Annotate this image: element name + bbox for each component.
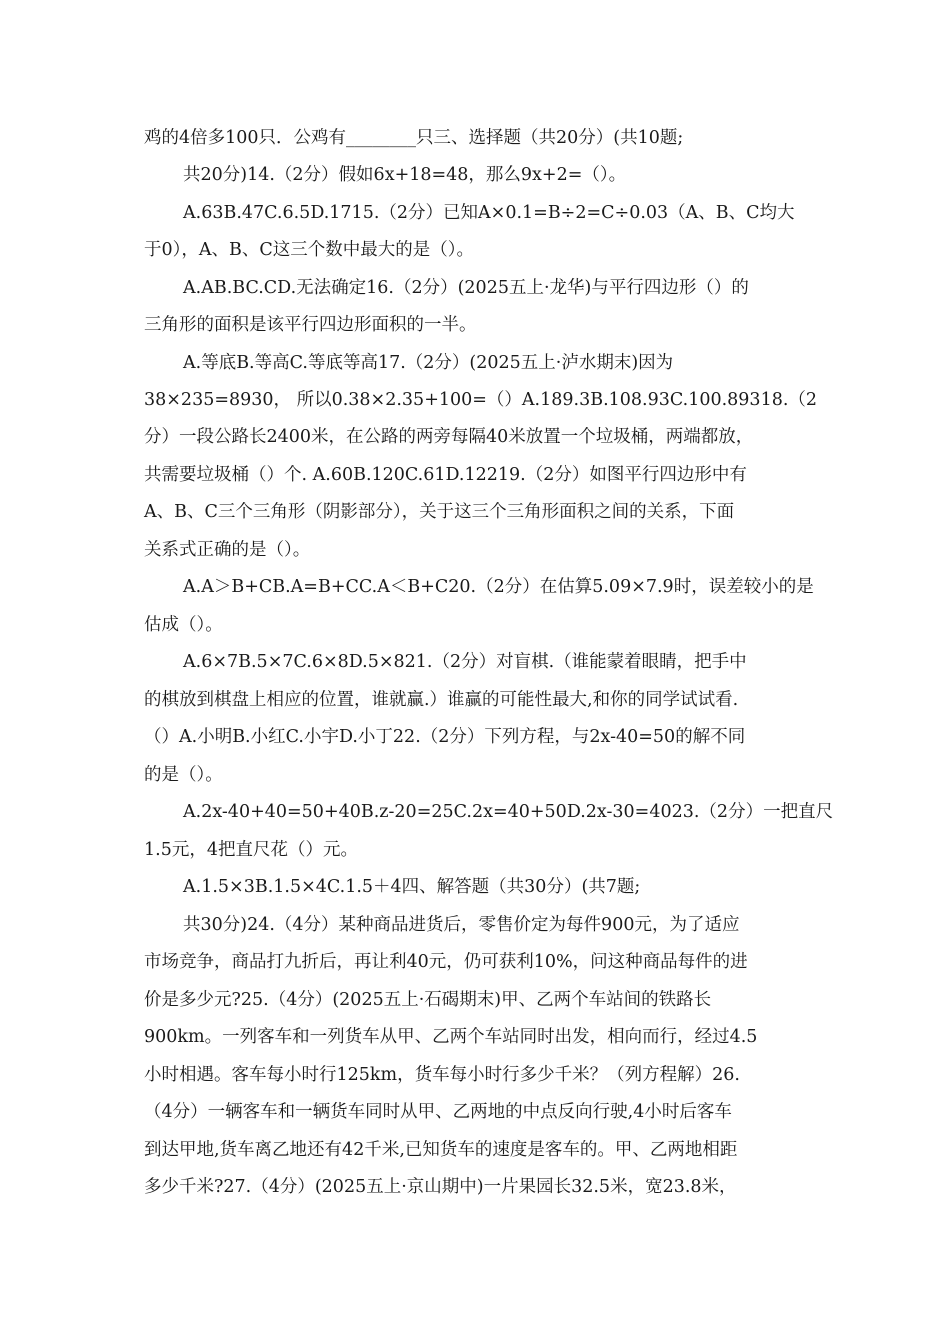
text-line: （4分）一辆客车和一辆货车同时从甲、乙两地的中点反向行驶,4小时后客车 [144, 1102, 732, 1122]
text-line: 共20分)14.（2分）假如6x+18=48，那么9x+2=（）。 [183, 165, 627, 185]
text-line: 鸡的4倍多100只．公鸡有________只三、选择题（共20分）(共10题; [144, 128, 684, 148]
text-line: 市场竞争，商品打九折后，再让利40元，仍可获利10%，问这种商品每件的进 [144, 952, 748, 972]
text-line: 900km。一列客车和一列货车从甲、乙两个车站同时出发，相向而行，经过4.5 [144, 1027, 758, 1047]
text-line: （）A.小明B.小红C.小宇D.小丁22.（2分）下列方程，与2x-40=50的解不同 [144, 727, 746, 747]
text-line: A.等底B.等高C.等底等高17.（2分）(2025五上·泸水期末)因为 [183, 353, 674, 373]
text-line: 38×235=8930， 所以0.38×2.35+100=（）A.189.3B.108.93C.100.89318.（2 [144, 390, 818, 410]
text-line: 关系式正确的是（）。 [144, 540, 311, 560]
text-line: 分）一段公路长2400米，在公路的两旁每隔40米放置一个垃圾桶，两端都放， [144, 427, 754, 447]
text-line: 到达甲地,货车离乙地还有42千米,已知货车的速度是客车的。甲、乙两地相距 [144, 1140, 738, 1160]
text-line: 估成（）。 [144, 615, 223, 635]
text-line: A.A＞B+CB.A=B+CC.A＜B+C20.（2分）在估算5.09×7.9时，误差较小的是 [183, 577, 814, 597]
text-line: A、B、C三个三角形（阴影部分），关于这三个三角形面积之间的关系，下面 [144, 502, 735, 522]
text-line: A.AB.BC.CD.无法确定16.（2分）(2025五上·龙华)与平行四边形（）的 [183, 278, 749, 298]
text-line: 多少千米?27.（4分）(2025五上·京山期中)一片果园长32.5米，宽23.8米， [144, 1177, 737, 1197]
text-line: A.2x-40+40=50+40B.z-20=25C.2x=40+50D.2x-30=4023.（2分）一把直尺 [183, 802, 834, 822]
text-line: A.6×7B.5×7C.6×8D.5×821.（2分）对盲棋.（谁能蒙着眼睛，把手中 [183, 652, 747, 672]
text-line: 三角形的面积是该平行四边形面积的一半。 [144, 315, 477, 335]
text-line: 共30分)24.（4分）某种商品进货后，零售价定为每件900元，为了适应 [183, 915, 740, 935]
text-line: 价是多少元?25.（4分）(2025五上·石碣期末)甲、乙两个车站间的铁路长 [144, 990, 712, 1010]
text-line: 小时相遇。客车每小时行125km，货车每小时行多少千米？（列方程解）26. [144, 1065, 740, 1085]
text-line: 1.5元，4把直尺花（）元。 [144, 840, 358, 860]
text-line: 的棋放到棋盘上相应的位置，谁就赢.）谁赢的可能性最大,和你的同学试试看. [144, 690, 739, 710]
text-line: A.63B.47C.6.5D.1715.（2分）已知A×0.1=B÷2=C÷0.03（A、B、C均大 [183, 203, 795, 223]
text-line: 的是（）。 [144, 765, 223, 785]
text-line: 于0），A、B、C这三个数中最大的是（）。 [144, 240, 475, 260]
text-line: 共需要垃圾桶（）个. A.60B.120C.61D.12219.（2分）如图平行四边形中有 [144, 465, 747, 485]
text-line: A.1.5×3B.1.5×4C.1.5＋4四、解答题（共30分）(共7题; [183, 877, 641, 897]
